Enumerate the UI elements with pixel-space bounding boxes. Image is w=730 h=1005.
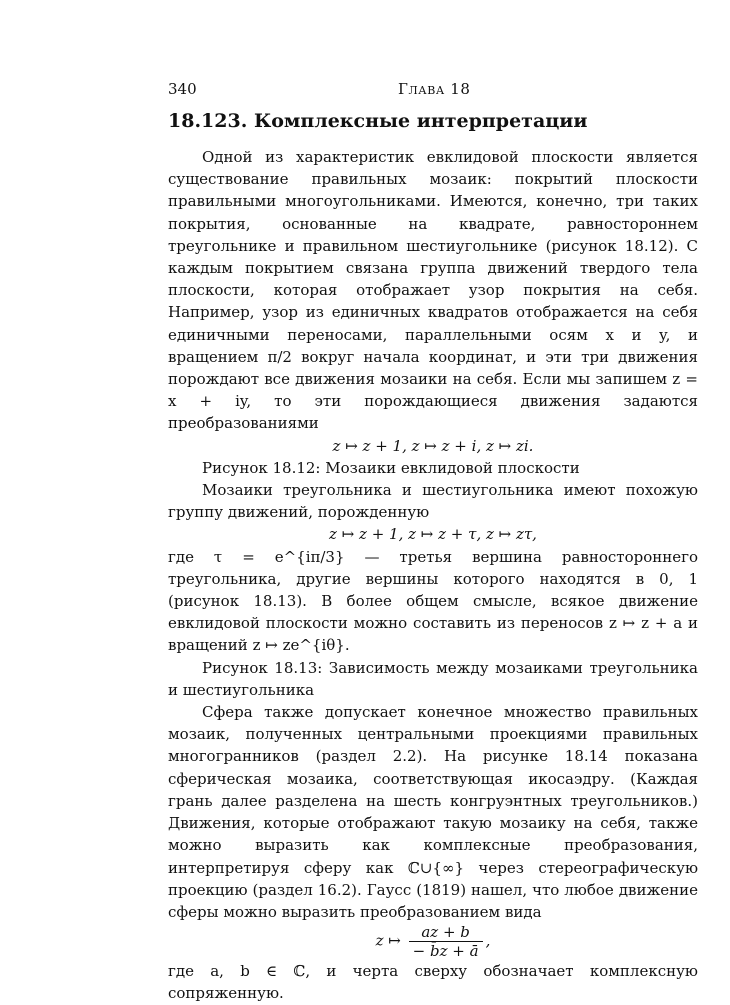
- paragraph-1: Одной из характеристик евклидовой плоскости является существование правильных мозаик: покрытий плоскости правильными многоугольниками. Имеются, конечно, три таких покрытия, основанные на квадрате, равностороннем треугольнике и правильном шестиугольнике (рисунок 18.12). С каждым покрытием связана группа движений твердого тела плоскости, которая отображает узор покрытия на себя. Например, узор из единичных квадратов отображается на себя единичными переносами, параллельными осям x и y, и вращением π/2 вокруг начала координат, и эти три движения порождают все движения мозаики на себя. Если мы запишем z = x + iy, то эти порождающиеся движения задаются преобразованиями: [168, 148, 698, 433]
- paragraph-5: где a, b ∈ ℂ, и черта сверху обозначает комплексную сопряженную.: [168, 962, 698, 1003]
- body-text: [168, 146, 698, 1005]
- paragraph-4: Сфера также допускает конечное множество правильных мозаик, полученных центральными проекциями правильных многогранников (раздел 2.2). На рисунке 18.14 показана сферическая мозаика, соответствующая икосаэдру. (Каждая грань далее разделена на шесть конгруэнтных треугольников.) Движения, которые отображают такую мозаику на себя, также можно выразить как комплексные преобразования, интерпретируя сферу как ℂ∪{∞} через стереографическую проекцию (раздел 16.2). Гаусс (1819) нашел, что любое движение сферы можно выразить преобразованием вида: [168, 703, 698, 921]
- section-title: 18.123. Комплексные интерпретации: [168, 110, 588, 132]
- equation-1: z ↦ z + 1, z ↦ z + i, z ↦ zi.: [332, 436, 534, 455]
- equation-3-tail: ,: [485, 931, 491, 950]
- fraction-denominator: − b̄z + ā: [412, 942, 479, 961]
- equation-3-lhs: z ↦: [375, 931, 401, 950]
- running-header: [168, 80, 698, 100]
- equation-3-fraction: [409, 923, 483, 960]
- chapter-title: Глава 18: [398, 80, 471, 98]
- fraction-numerator: az + b: [409, 923, 483, 942]
- page-number: 340: [168, 80, 197, 98]
- paragraph-3: где τ = e^{iπ/3} — третья вершина равностороннего треугольника, другие вершины которого находятся в 0, 1 (рисунок 18.13). В более общем смысле, всякое движение евклидовой плоскости можно составить из переносов z ↦ z + a и вращений z ↦ ze^{iθ}.: [168, 547, 698, 655]
- equation-3: [168, 923, 698, 960]
- equation-2: z ↦ z + 1, z ↦ z + τ, z ↦ zτ,: [329, 525, 537, 544]
- caption-figure-18-12: Рисунок 18.12: Мозаики евклидовой плоскости: [202, 458, 580, 477]
- caption-figure-18-13: Рисунок 18.13: Зависимость между мозаиками треугольника и шестиугольника: [168, 658, 698, 699]
- paragraph-2: Мозаики треугольника и шестиугольника имеют похожую группу движений, порожденную: [168, 481, 698, 522]
